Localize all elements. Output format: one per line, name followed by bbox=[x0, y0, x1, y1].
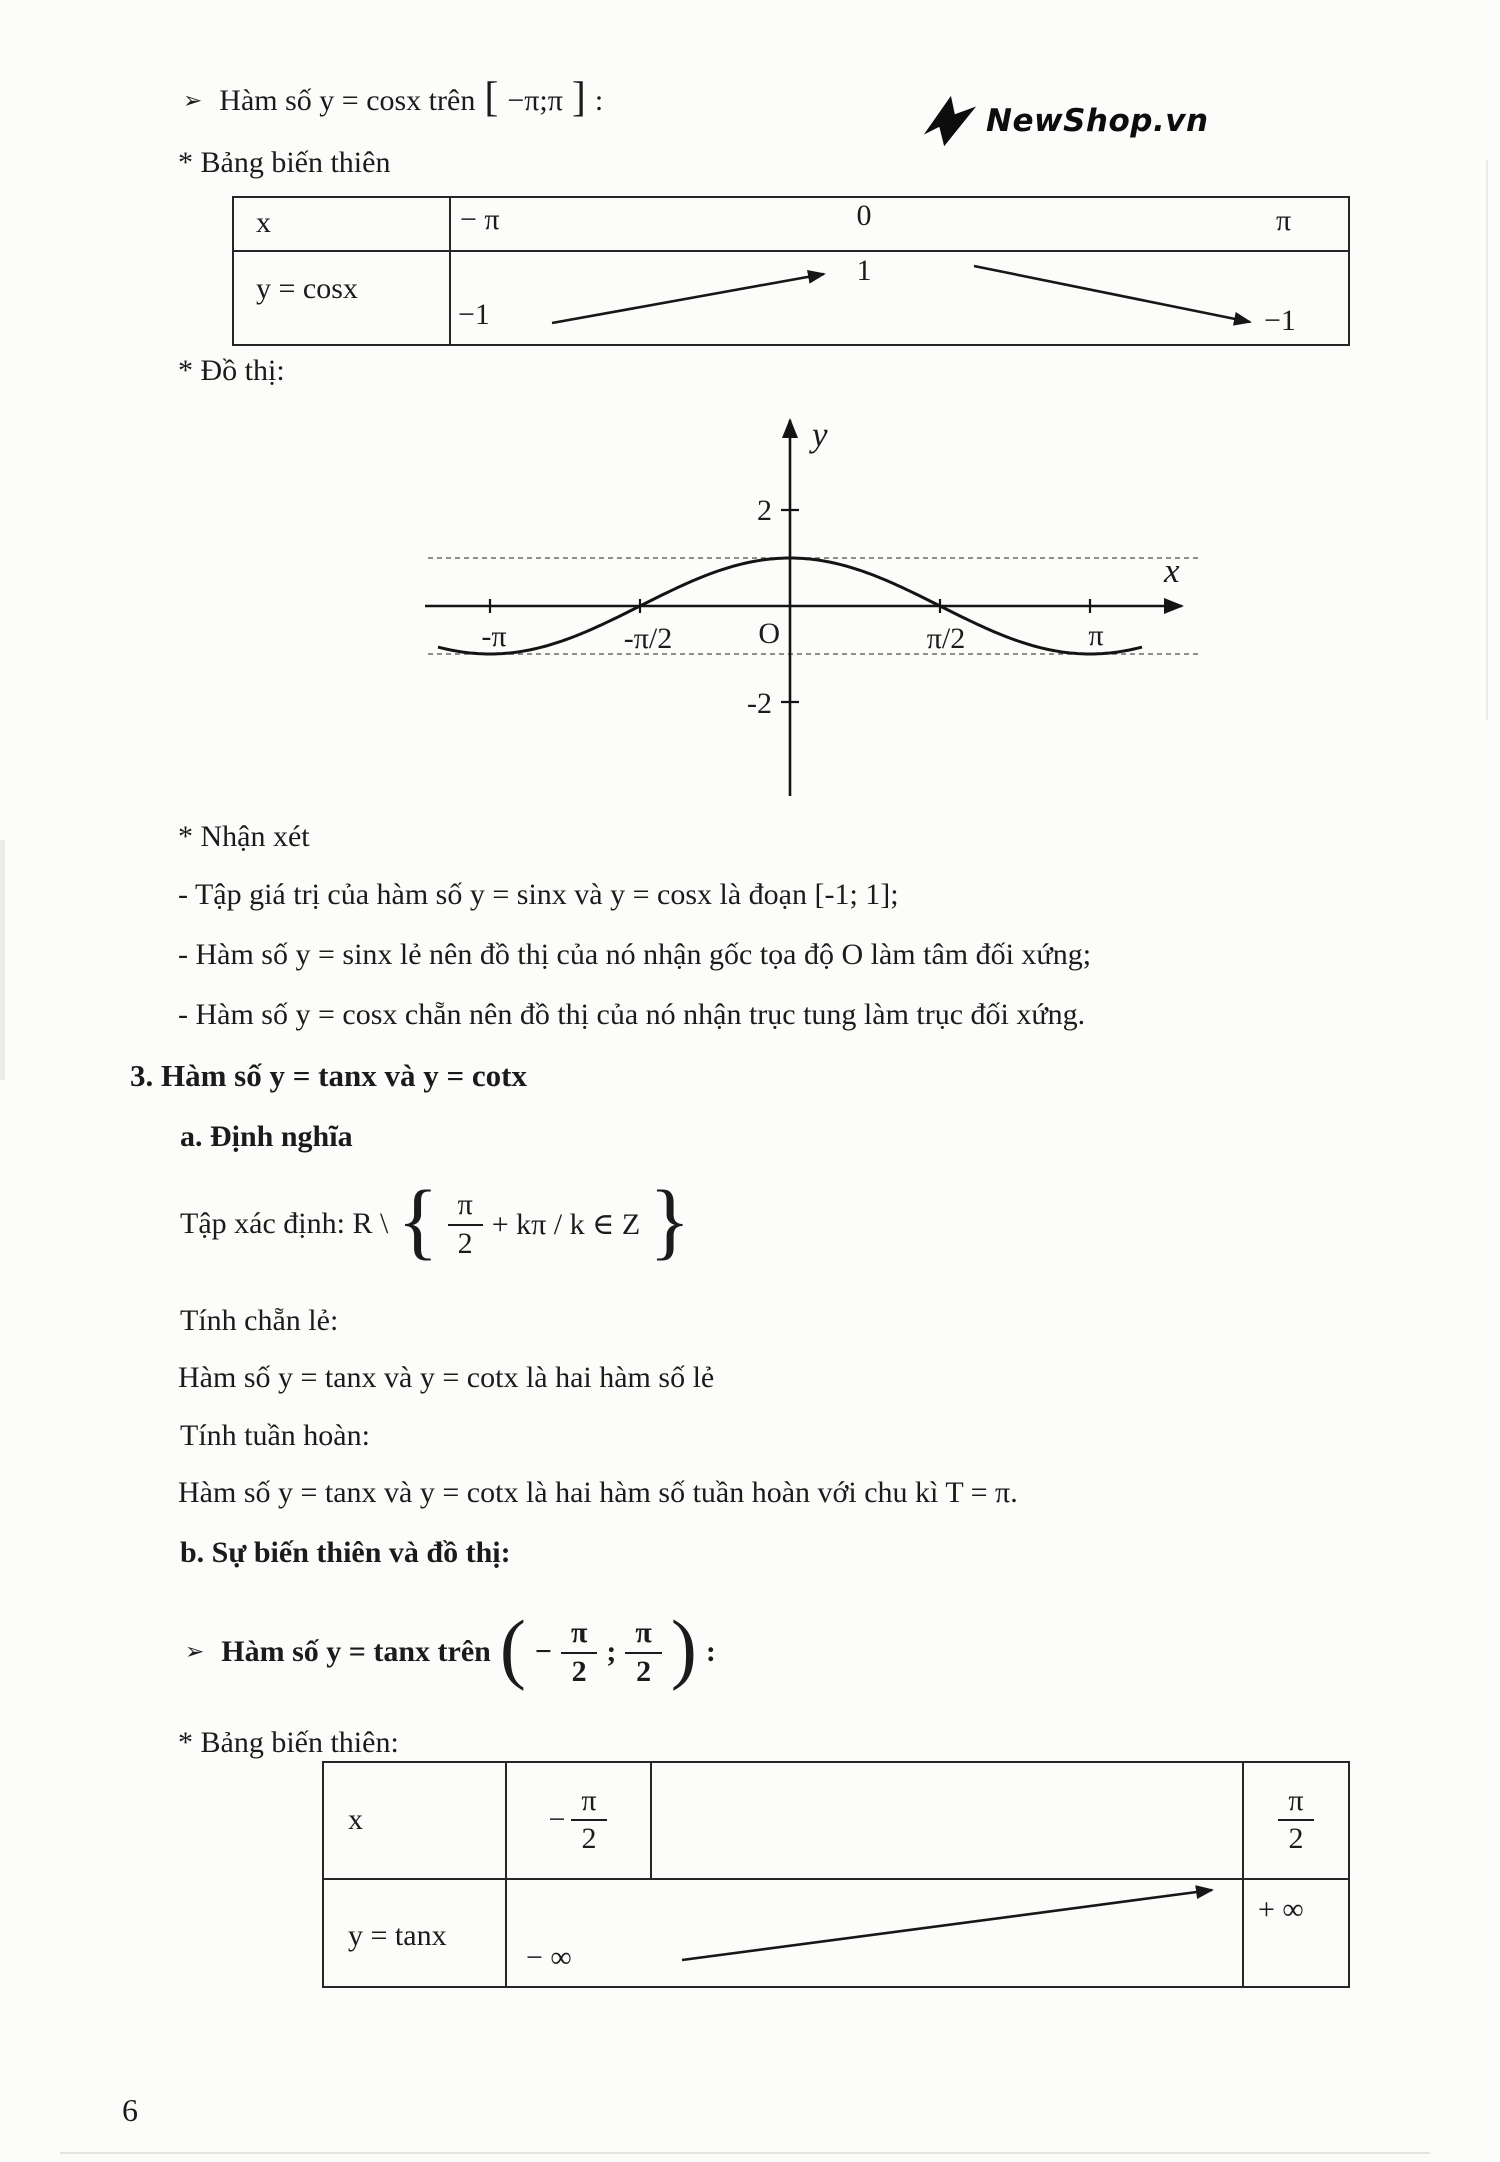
tan-table-pos-inf: + ∞ bbox=[1258, 1893, 1304, 1926]
tan-variation-table bbox=[322, 1761, 1350, 1988]
fraction-numerator: π bbox=[625, 1617, 661, 1654]
tan-table-neg-inf: − ∞ bbox=[526, 1941, 572, 1974]
remark-item-1: - Tập giá trị của hàm số y = sinx và y = cosx là đoạn [-1; 1]; bbox=[178, 878, 899, 911]
xtick-label-pi-2: π/2 bbox=[926, 622, 966, 655]
paren-close: ) bbox=[670, 1603, 697, 1691]
cos-table-x-left: − π bbox=[460, 203, 500, 236]
fraction-denominator: 2 bbox=[571, 1654, 587, 1688]
fraction-numerator: π bbox=[571, 1785, 606, 1822]
interval-right-fraction bbox=[625, 1617, 661, 1687]
cos-table-arrows bbox=[232, 196, 1350, 346]
xtick-label-neg-pi: -π bbox=[481, 620, 507, 653]
scan-artifact-bottom-line bbox=[60, 2152, 1430, 2154]
domain-prefix: Tập xác định: R \ bbox=[180, 1207, 389, 1240]
fraction-denominator: 2 bbox=[1288, 1822, 1304, 1855]
cos-table-x-mid: 0 bbox=[856, 199, 872, 232]
cos-variation-table bbox=[232, 196, 1350, 346]
cos-graph-label: * Đồ thị: bbox=[178, 354, 285, 387]
newshop-logo-icon bbox=[918, 90, 980, 152]
interval-separator: ; bbox=[606, 1635, 617, 1668]
fraction-numerator: π bbox=[1278, 1785, 1313, 1822]
brace-close: } bbox=[649, 1171, 691, 1268]
tan-section-heading bbox=[185, 1604, 716, 1700]
cos-table-val-peak: 1 bbox=[856, 254, 872, 287]
tan-heading-text: Hàm số y = tanx trên bbox=[221, 1635, 491, 1668]
scan-artifact-right-line bbox=[1486, 160, 1488, 720]
parity-text: Hàm số y = tanx và y = cotx là hai hàm số lẻ bbox=[178, 1361, 715, 1394]
cos-graph bbox=[420, 396, 1320, 820]
period-text: Hàm số y = tanx và y = cotx là hai hàm số tuần hoàn với chu kì T = π. bbox=[178, 1476, 1018, 1509]
heading-colon: : bbox=[705, 1635, 716, 1668]
fraction-denominator: 2 bbox=[636, 1654, 652, 1688]
cos-table-val-left: −1 bbox=[458, 298, 490, 331]
tan-table-header-x: x bbox=[348, 1803, 363, 1836]
increase-arrow bbox=[552, 274, 824, 323]
section3-title: 3. Hàm số y = tanx và y = cotx bbox=[130, 1058, 527, 1093]
period-heading: Tính tuần hoàn: bbox=[180, 1419, 370, 1452]
parity-heading: Tính chẵn lẻ: bbox=[180, 1304, 339, 1337]
cos-table-header-x: x bbox=[256, 206, 271, 239]
tan-table-row-label: y = tanx bbox=[348, 1919, 447, 1952]
definition-heading: a. Định nghĩa bbox=[180, 1120, 353, 1153]
cos-table-val-right: −1 bbox=[1264, 304, 1296, 337]
interval-minus: − bbox=[534, 1635, 552, 1668]
ytick-label-2: 2 bbox=[757, 494, 772, 527]
fraction-numerator: π bbox=[561, 1617, 597, 1654]
cos-table-x-right: π bbox=[1276, 204, 1292, 237]
fraction-denominator: 2 bbox=[457, 1226, 473, 1260]
ytick-label-neg2: -2 bbox=[747, 687, 772, 720]
newshop-logo bbox=[918, 90, 1209, 152]
paren-open: ( bbox=[499, 1603, 526, 1691]
interval-close-bracket: ] bbox=[571, 75, 586, 122]
remark-item-3: - Hàm số y = cosx chẵn nên đồ thị của nó nhận trục tung làm trục đối xứng. bbox=[178, 998, 1086, 1031]
increase-arrow bbox=[682, 1890, 1212, 1960]
scan-artifact-left-smudge bbox=[0, 840, 5, 1080]
xtick-label-neg-pi-2: -π/2 bbox=[623, 622, 673, 655]
cos-bbt-label: * Bảng biến thiên bbox=[178, 146, 391, 179]
tan-table-arrow bbox=[322, 1761, 1350, 1988]
domain-definition bbox=[180, 1171, 691, 1272]
newshop-logo-text: NewShop.vn bbox=[986, 103, 1209, 139]
minus-sign: − bbox=[548, 1802, 566, 1836]
interval-open-bracket: [ bbox=[484, 75, 499, 122]
origin-label: O bbox=[758, 617, 780, 650]
cos-section-heading bbox=[183, 75, 604, 122]
interval-left-fraction bbox=[561, 1617, 597, 1687]
cos-heading-text: Hàm số y = cosx trên bbox=[219, 84, 476, 117]
fraction-numerator: π bbox=[448, 1189, 483, 1226]
fraction-denominator: 2 bbox=[581, 1822, 597, 1855]
arrow-bullet-icon: ➢ bbox=[183, 88, 203, 114]
remark-item-2: - Hàm số y = sinx lẻ nên đồ thị của nó nhận gốc tọa độ O làm tâm đối xứng; bbox=[178, 938, 1092, 971]
page-number: 6 bbox=[122, 2092, 138, 2128]
fraction-pi-over-2 bbox=[448, 1189, 483, 1259]
brace-open: { bbox=[397, 1171, 439, 1268]
remarks-title: * Nhận xét bbox=[178, 820, 310, 853]
variation-heading: b. Sự biến thiên và đồ thị: bbox=[180, 1536, 511, 1569]
decrease-arrow bbox=[974, 266, 1250, 322]
interval-body: −π;π bbox=[507, 84, 563, 117]
xtick-label-pi: π bbox=[1088, 619, 1104, 652]
y-axis-label: y bbox=[812, 415, 828, 454]
x-axis-label: x bbox=[1164, 551, 1180, 590]
domain-suffix: + kπ / k ∈ Z bbox=[491, 1207, 641, 1241]
arrow-bullet-icon: ➢ bbox=[185, 1639, 205, 1665]
cos-table-row-label: y = cosx bbox=[256, 272, 358, 305]
tan-bbt-label: * Bảng biến thiên: bbox=[178, 1726, 399, 1759]
heading-colon: : bbox=[594, 84, 604, 117]
